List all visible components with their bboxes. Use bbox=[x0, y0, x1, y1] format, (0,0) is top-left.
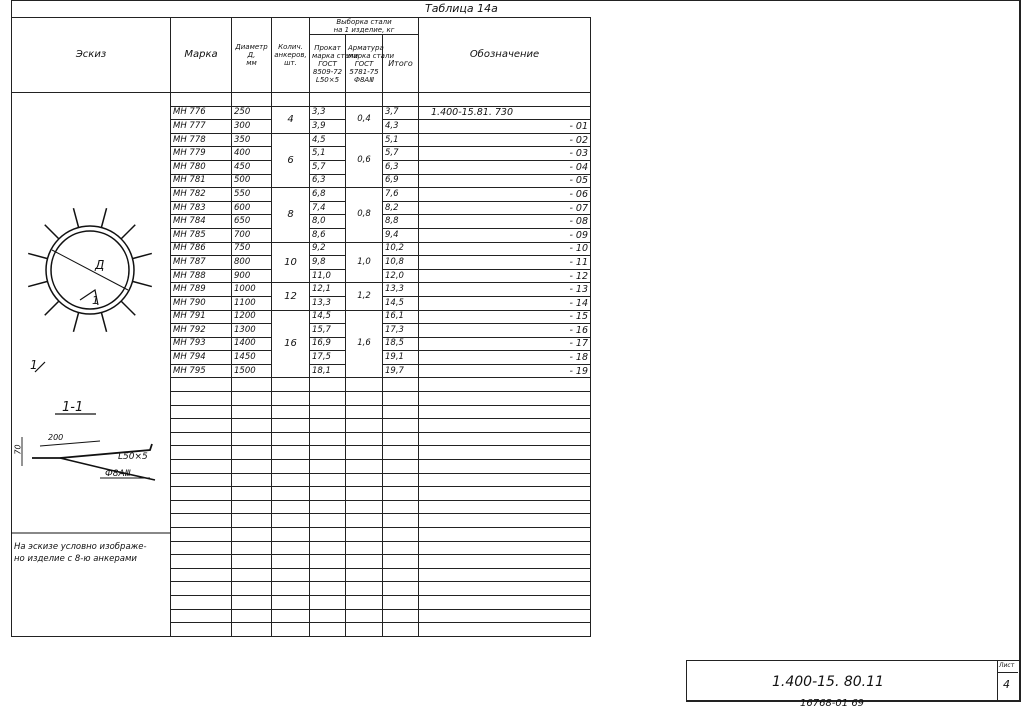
cell-rolled-mass: 3,3 bbox=[310, 106, 346, 120]
header-rebar-line3: ГОСТ bbox=[354, 59, 374, 68]
cell-rolled-mass: 7,4 bbox=[310, 201, 346, 215]
cell-anchor-count: 12 bbox=[272, 283, 310, 310]
anchor-ray bbox=[45, 225, 59, 239]
cell-diameter: 750 bbox=[232, 242, 272, 256]
cell-diameter: 1300 bbox=[232, 324, 272, 338]
anchor-ray bbox=[28, 281, 47, 286]
cell-designation: - 11 bbox=[419, 256, 591, 270]
header-total: Итого bbox=[383, 35, 419, 93]
cell-mark: МН 780 bbox=[171, 160, 232, 174]
cell-designation: - 15 bbox=[419, 310, 591, 324]
cell-total-mass: 19,1 bbox=[383, 351, 419, 365]
cell-total-mass: 13,3 bbox=[383, 283, 419, 297]
cell-rolled-mass: 6,3 bbox=[310, 174, 346, 188]
diameter-label: Д bbox=[95, 258, 105, 272]
cell-mark: МН 792 bbox=[171, 324, 232, 338]
cell-rebar-mass: 0,6 bbox=[346, 133, 383, 187]
cell-rolled-mass: 3,9 bbox=[310, 120, 346, 134]
cell-mark: МН 787 bbox=[171, 256, 232, 270]
header-count-line1: Колич. bbox=[278, 43, 303, 51]
cell-diameter: 650 bbox=[232, 215, 272, 229]
cell-designation: - 07 bbox=[419, 201, 591, 215]
cell-rebar-mass: 1,0 bbox=[346, 242, 383, 283]
cell-total-mass: 19,7 bbox=[383, 364, 419, 378]
header-count-line2: анкеров, bbox=[274, 51, 307, 59]
header-mark: Марка bbox=[171, 18, 232, 93]
sheet-label: Лист bbox=[999, 662, 1015, 669]
cell-diameter: 900 bbox=[232, 269, 272, 283]
header-rolled-line5: L50×5 bbox=[315, 75, 340, 84]
header-rolled-line4: 8509-72 bbox=[312, 67, 343, 76]
cell-diameter: 300 bbox=[232, 120, 272, 134]
anchor-ray bbox=[28, 253, 47, 258]
cell-total-mass: 10,2 bbox=[383, 242, 419, 256]
cell-total-mass: 10,8 bbox=[383, 256, 419, 270]
cell-total-mass: 8,8 bbox=[383, 215, 419, 229]
cell-total-mass: 8,2 bbox=[383, 201, 419, 215]
cell-diameter: 1200 bbox=[232, 310, 272, 324]
cell-rolled-mass: 11,0 bbox=[310, 269, 346, 283]
cell-anchor-count: 6 bbox=[272, 133, 310, 187]
cell-mark: МН 790 bbox=[171, 296, 232, 310]
cell-designation: - 10 bbox=[419, 242, 591, 256]
cell-designation: - 05 bbox=[419, 174, 591, 188]
cell-diameter: 600 bbox=[232, 201, 272, 215]
cell-mark: МН 788 bbox=[171, 269, 232, 283]
anchor-ray bbox=[133, 281, 152, 286]
table-title: Таблица 14а bbox=[425, 2, 498, 15]
dim-length: 200 bbox=[48, 433, 64, 442]
cell-mark: МН 778 bbox=[171, 133, 232, 147]
anchor-ray bbox=[101, 208, 106, 227]
section-title: 1-1 bbox=[62, 400, 84, 415]
cell-designation: - 08 bbox=[419, 215, 591, 229]
cell-mark: МН 784 bbox=[171, 215, 232, 229]
header-sketch: Эскиз bbox=[12, 18, 171, 93]
cell-diameter: 450 bbox=[232, 160, 272, 174]
cell-designation: - 14 bbox=[419, 296, 591, 310]
cell-total-mass: 9,4 bbox=[383, 228, 419, 242]
cell-rolled-mass: 18,1 bbox=[310, 364, 346, 378]
header-steel-group-line2: на 1 изделие, кг bbox=[333, 26, 395, 34]
cell-designation: - 18 bbox=[419, 351, 591, 365]
cell-anchor-count: 8 bbox=[272, 188, 310, 242]
cell-designation: - 09 bbox=[419, 228, 591, 242]
cell-rolled-mass: 5,1 bbox=[310, 147, 346, 161]
cell-total-mass: 6,3 bbox=[383, 160, 419, 174]
sheet-number: 4 bbox=[1003, 678, 1010, 691]
cell-rolled-mass: 14,5 bbox=[310, 310, 346, 324]
cell-rolled-mass: 16,9 bbox=[310, 337, 346, 351]
cell-mark: МН 789 bbox=[171, 283, 232, 297]
cell-total-mass: 7,6 bbox=[383, 188, 419, 202]
header-diameter-line1: Диаметр bbox=[235, 43, 268, 51]
cell-mark: МН 795 bbox=[171, 364, 232, 378]
cell-designation: - 19 bbox=[419, 364, 591, 378]
cell-diameter: 350 bbox=[232, 133, 272, 147]
cell-diameter: 800 bbox=[232, 256, 272, 270]
header-steel-group-line1: Выборка стали bbox=[336, 18, 392, 26]
cell-diameter: 1450 bbox=[232, 351, 272, 365]
cell-mark: МН 794 bbox=[171, 351, 232, 365]
cell-mark: МН 777 bbox=[171, 120, 232, 134]
cell-diameter: 1500 bbox=[232, 364, 272, 378]
cell-rolled-mass: 12,1 bbox=[310, 283, 346, 297]
cell-rolled-mass: 9,8 bbox=[310, 256, 346, 270]
dim-height: 70 bbox=[13, 444, 23, 455]
cell-designation: - 17 bbox=[419, 337, 591, 351]
cell-mark: МН 783 bbox=[171, 201, 232, 215]
cell-total-mass: 17,3 bbox=[383, 324, 419, 338]
cell-rolled-mass: 15,7 bbox=[310, 324, 346, 338]
cell-total-mass: 12,0 bbox=[383, 269, 419, 283]
anchor-ray bbox=[121, 301, 135, 315]
header-rebar-line4: 5781-75 bbox=[349, 67, 379, 76]
anchor-ray bbox=[101, 313, 106, 332]
profile-label: L50×5 bbox=[118, 452, 148, 462]
cell-designation: 1.400-15.81. 730 bbox=[419, 106, 591, 120]
footer-code: 16768-01 69 bbox=[800, 698, 865, 709]
cell-mark: МН 791 bbox=[171, 310, 232, 324]
cell-mark: МН 781 bbox=[171, 174, 232, 188]
cell-rolled-mass: 13,3 bbox=[310, 296, 346, 310]
document-code: 1.400-15. 80.11 bbox=[772, 674, 884, 690]
cell-rolled-mass: 9,2 bbox=[310, 242, 346, 256]
cell-anchor-count: 10 bbox=[272, 242, 310, 283]
cell-designation: - 04 bbox=[419, 160, 591, 174]
cell-rolled-mass: 8,6 bbox=[310, 228, 346, 242]
cell-rolled-mass: 8,0 bbox=[310, 215, 346, 229]
cell-total-mass: 5,1 bbox=[383, 133, 419, 147]
cell-designation: - 13 bbox=[419, 283, 591, 297]
section-mark-left: 1 bbox=[30, 358, 38, 372]
header-rebar-line2: марка стали bbox=[348, 51, 394, 60]
cell-total-mass: 5,7 bbox=[383, 147, 419, 161]
section-mark-center: 1 bbox=[92, 294, 99, 307]
cell-designation: - 06 bbox=[419, 188, 591, 202]
anchor-ray bbox=[45, 301, 59, 315]
cell-total-mass: 16,1 bbox=[383, 310, 419, 324]
cell-diameter: 500 bbox=[232, 174, 272, 188]
cell-total-mass: 14,5 bbox=[383, 296, 419, 310]
sketch-note-line2: но изделие с 8-ю анкерами bbox=[14, 554, 137, 564]
cell-mark: МН 782 bbox=[171, 188, 232, 202]
cell-total-mass: 3,7 bbox=[383, 106, 419, 120]
title-block bbox=[686, 660, 1018, 701]
rebar-label: Ф8АⅢ bbox=[105, 469, 131, 479]
anchor-ray bbox=[73, 313, 78, 332]
cell-rebar-mass: 1,6 bbox=[346, 310, 383, 378]
sheet-cell-divider bbox=[997, 672, 1018, 673]
cell-diameter: 400 bbox=[232, 147, 272, 161]
cell-diameter: 700 bbox=[232, 228, 272, 242]
anchor-ray bbox=[121, 225, 135, 239]
cell-designation: - 16 bbox=[419, 324, 591, 338]
cell-total-mass: 18,5 bbox=[383, 337, 419, 351]
cell-diameter: 550 bbox=[232, 188, 272, 202]
cell-mark: МН 776 bbox=[171, 106, 232, 120]
header-rebar-line5: Ф8АⅢ bbox=[353, 75, 375, 84]
cell-designation: - 02 bbox=[419, 133, 591, 147]
header-diameter-line2: Д, bbox=[247, 51, 256, 59]
header-designation: Обозначение bbox=[419, 18, 591, 93]
cell-mark: МН 785 bbox=[171, 228, 232, 242]
cell-designation: - 03 bbox=[419, 147, 591, 161]
header-diameter-line3: мм bbox=[246, 59, 257, 67]
header-rolled-line2: марка стали bbox=[312, 51, 358, 60]
anchor-ray bbox=[73, 208, 78, 227]
header-count-line3: шт. bbox=[284, 59, 297, 67]
cell-rolled-mass: 5,7 bbox=[310, 160, 346, 174]
cell-rolled-mass: 6,8 bbox=[310, 188, 346, 202]
cell-diameter: 1100 bbox=[232, 296, 272, 310]
cell-rolled-mass: 17,5 bbox=[310, 351, 346, 365]
header-rolled-line1: Прокат bbox=[314, 43, 341, 52]
anchor-ray bbox=[133, 253, 152, 258]
header-rolled-line3: ГОСТ bbox=[318, 59, 337, 68]
cell-mark: МН 779 bbox=[171, 147, 232, 161]
cell-rebar-mass: 1,2 bbox=[346, 283, 383, 310]
cell-total-mass: 4,3 bbox=[383, 120, 419, 134]
cell-mark: МН 793 bbox=[171, 337, 232, 351]
cell-anchor-count: 4 bbox=[272, 106, 310, 133]
cell-rebar-mass: 0,4 bbox=[346, 106, 383, 133]
cell-diameter: 250 bbox=[232, 106, 272, 120]
cell-mark: МН 786 bbox=[171, 242, 232, 256]
cell-designation: - 12 bbox=[419, 269, 591, 283]
cell-anchor-count: 16 bbox=[272, 310, 310, 378]
cell-diameter: 1400 bbox=[232, 337, 272, 351]
diameter-line bbox=[52, 250, 128, 290]
cell-total-mass: 6,9 bbox=[383, 174, 419, 188]
cell-diameter: 1000 bbox=[232, 283, 272, 297]
header-rebar-line1: Арматура bbox=[348, 43, 384, 52]
cell-rolled-mass: 4,5 bbox=[310, 133, 346, 147]
sketch-note-line1: На эскизе условно изображе- bbox=[14, 542, 147, 552]
cell-designation: - 01 bbox=[419, 120, 591, 134]
cell-rebar-mass: 0,8 bbox=[346, 188, 383, 242]
